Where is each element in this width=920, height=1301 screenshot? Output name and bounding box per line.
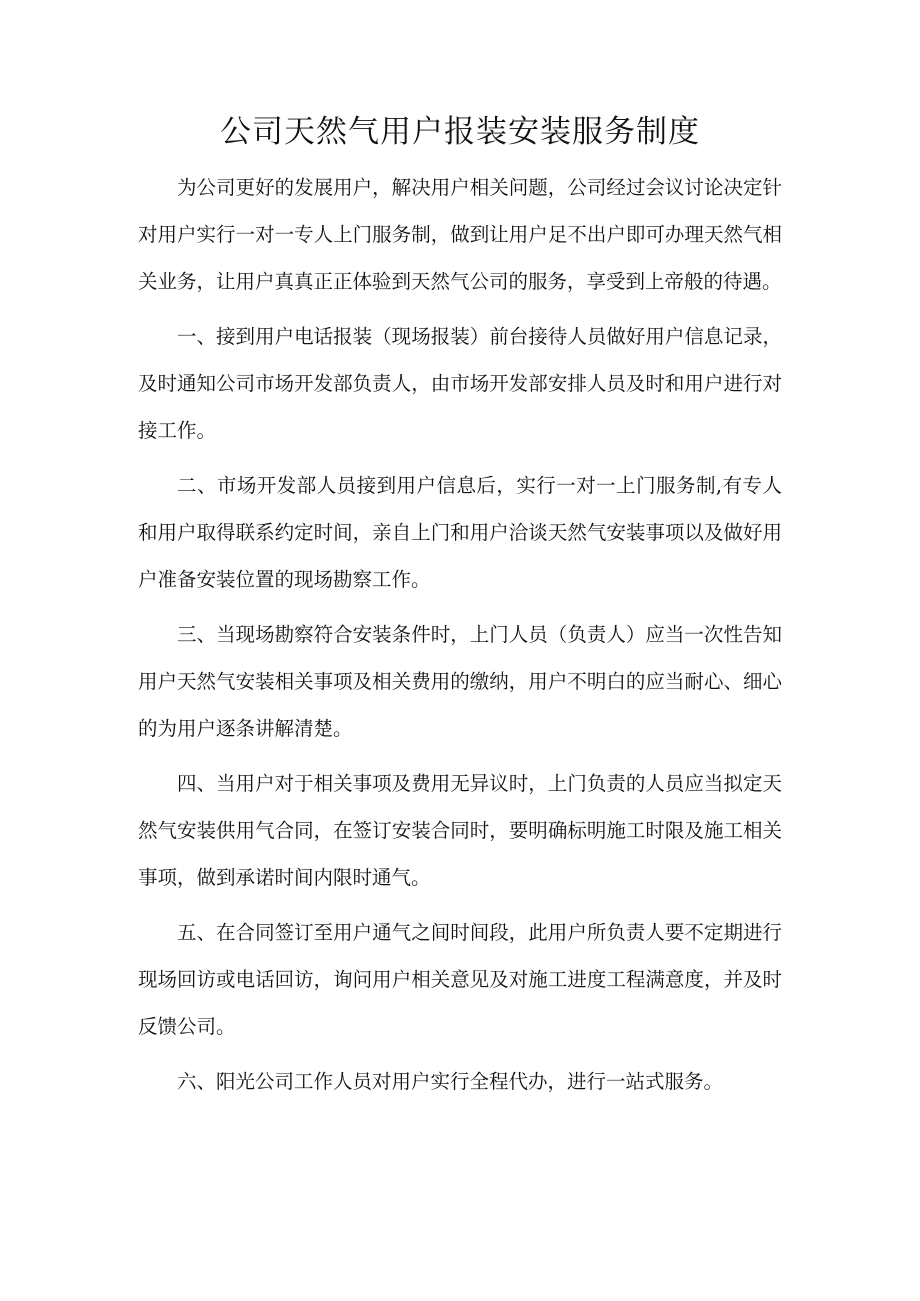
document-title: 公司天然气用户报装安装服务制度 — [220, 114, 700, 150]
paragraph-intro: 为公司更好的发展用户，解决用户相关问题，公司经过会议讨论决定针对用户实行一对一专人上门服务制，做到让用户足不出户即可办理天然气相关业务，让用户真真正正体验到天然气公司的服务，享受到上帝般的待遇。 — [138, 176, 782, 293]
paragraph-item-6: 六、阳光公司工作人员对用户实行全程代办，进行一站式服务。 — [177, 1070, 724, 1093]
paragraph-item-4: 四、当用户对于相关事项及费用无异议时，上门负责的人员应当拟定天然气安装供用气合同，在签订安装合同时，要明确标明施工时限及施工相关事项，做到承诺时间内限时通气。 — [138, 772, 782, 889]
document-body — [138, 164, 782, 1113]
paragraph-item-3: 三、当现场勘察符合安装条件时，上门人员（负责人）应当一次性告知用户天然气安装相关事项及相关费用的缴纳，用户不明白的应当耐心、细心的为用户逐条讲解清楚。 — [138, 623, 782, 740]
paragraph-item-5: 五、在合同签订至用户通气之间时间段，此用户所负责人要不定期进行现场回访或电话回访，询问用户相关意见及对施工进度工程满意度，并及时反馈公司。 — [138, 921, 782, 1038]
paragraph-item-2: 二、市场开发部人员接到用户信息后，实行一对一上门服务制,有专人和用户取得联系约定时间，亲自上门和用户洽谈天然气安装事项以及做好用户准备安装位置的现场勘察工作。 — [138, 474, 782, 591]
paragraph-item-1: 一、接到用户电话报装（现场报装）前台接待人员做好用户信息记录，及时通知公司市场开发部负责人，由市场开发部安排人员及时和用户进行对接工作。 — [138, 325, 782, 442]
